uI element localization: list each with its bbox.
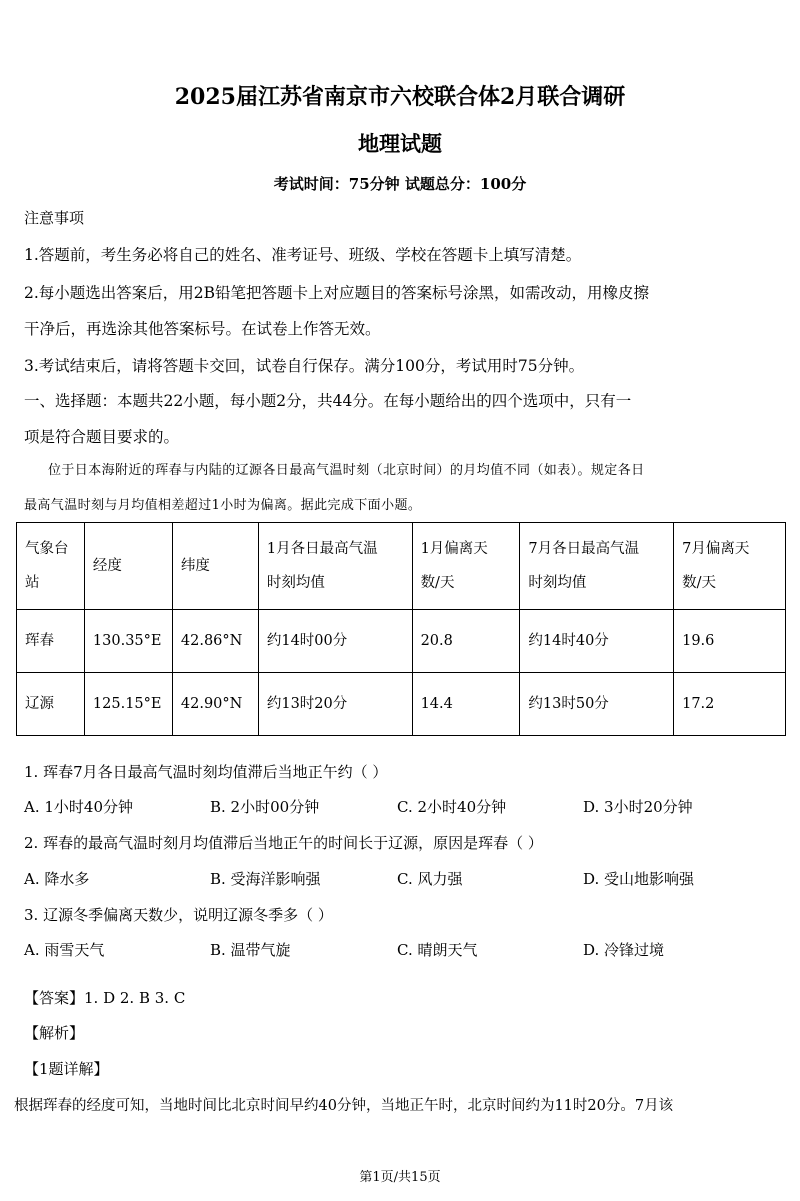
question-1-option-b: B. 2小时00分钟 <box>210 798 320 816</box>
notice-item-1: 1.答题前，考生务必将自己的姓名、准考证号、班级、学校在答题卡上填写清楚。 <box>24 246 582 264</box>
table-header-cell: 纬度 <box>172 523 258 610</box>
question-3-option-d: D. 冷锋过境 <box>583 941 665 959</box>
page-footer: 第1页/共15页 <box>359 1170 441 1185</box>
exam-info: 考试时间：75分钟 试题总分：100分 <box>273 175 527 193</box>
table-row <box>17 673 786 736</box>
section-heading-line-1: 一、选择题：本题共22小题，每小题2分，共44分。在每小题给出的四个选项中，只有一 <box>24 392 632 410</box>
climate-table <box>16 522 786 736</box>
table-cell: 20.8 <box>412 610 520 673</box>
table-header-cell: 7月各日最高气温 时刻均值 <box>520 523 674 610</box>
question-1-option-d: D. 3小时20分钟 <box>583 798 693 816</box>
intro-line-1: 位于日本海附近的珲春与内陆的辽源各日最高气温时刻（北京时间）的月均值不同（如表）。规定各日 <box>48 463 645 478</box>
table-cell: 17.2 <box>674 673 786 736</box>
table-cell: 130.35°E <box>84 610 172 673</box>
notice-heading: 注意事项 <box>24 209 85 227</box>
detail-heading: 【1题详解】 <box>24 1060 109 1078</box>
question-2-option-d: D. 受山地影响强 <box>583 870 695 888</box>
question-3-option-a: A. 雨雪天气 <box>24 941 105 959</box>
intro-line-2: 最高气温时刻与月均值相差超过1小时为偏离。据此完成下面小题。 <box>24 498 422 513</box>
question-1-stem: 1. 珲春7月各日最高气温时刻均值滞后当地正午约（ ） <box>24 763 388 781</box>
table-cell: 珲春 <box>17 610 85 673</box>
question-1-option-c: C. 2小时40分钟 <box>397 798 507 816</box>
question-3-option-b: B. 温带气旋 <box>210 941 291 959</box>
table-header-cell: 7月偏离天 数/天 <box>674 523 786 610</box>
table-row <box>17 610 786 673</box>
question-2-option-b: B. 受海洋影响强 <box>210 870 321 888</box>
question-1-option-a: A. 1小时40分钟 <box>24 798 133 816</box>
section-heading-line-2: 项是符合题目要求的。 <box>24 428 180 446</box>
table-cell: 125.15°E <box>84 673 172 736</box>
question-3-option-c: C. 晴朗天气 <box>397 941 478 959</box>
table-cell: 辽源 <box>17 673 85 736</box>
table-cell: 42.86°N <box>172 610 258 673</box>
table-cell: 42.90°N <box>172 673 258 736</box>
notice-item-2-cont: 干净后，再选涂其他答案标号。在试卷上作答无效。 <box>24 320 381 338</box>
question-2-stem: 2. 珲春的最高气温时刻月均值滞后当地正午的时间长于辽源，原因是珲春（ ） <box>24 834 543 852</box>
table-cell: 约13时20分 <box>258 673 412 736</box>
question-3-stem: 3. 辽源冬季偏离天数少，说明辽源冬季多（ ） <box>24 906 333 924</box>
notice-item-3: 3.考试结束后，请将答题卡交回，试卷自行保存。满分100分，考试用时75分钟。 <box>24 357 585 375</box>
question-2-option-a: A. 降水多 <box>24 870 90 888</box>
table-header-cell: 1月偏离天 数/天 <box>412 523 520 610</box>
table-header-row <box>17 523 786 610</box>
exam-subject: 地理试题 <box>358 131 442 156</box>
notice-item-2: 2.每小题选出答案后，用2B铅笔把答题卡上对应题目的答案标号涂黑，如需改动，用橡皮擦 <box>24 284 650 302</box>
exam-title: 2025届江苏省南京市六校联合体2月联合调研 <box>174 84 626 110</box>
table-cell: 14.4 <box>412 673 520 736</box>
question-2-option-c: C. 风力强 <box>397 870 463 888</box>
answer-key: 【答案】1. D 2. B 3. C <box>24 989 186 1007</box>
table-cell: 19.6 <box>674 610 786 673</box>
analysis-heading: 【解析】 <box>24 1024 85 1042</box>
table-cell: 约13时50分 <box>520 673 674 736</box>
table-cell: 约14时40分 <box>520 610 674 673</box>
table-header-cell: 经度 <box>84 523 172 610</box>
detail-text: 根据珲春的经度可知，当地时间比北京时间早约40分钟，当地正午时，北京时间约为11时20分。7月该 <box>14 1098 674 1114</box>
table-header-cell: 1月各日最高气温 时刻均值 <box>258 523 412 610</box>
table-cell: 约14时00分 <box>258 610 412 673</box>
table-header-cell: 气象台 站 <box>17 523 85 610</box>
